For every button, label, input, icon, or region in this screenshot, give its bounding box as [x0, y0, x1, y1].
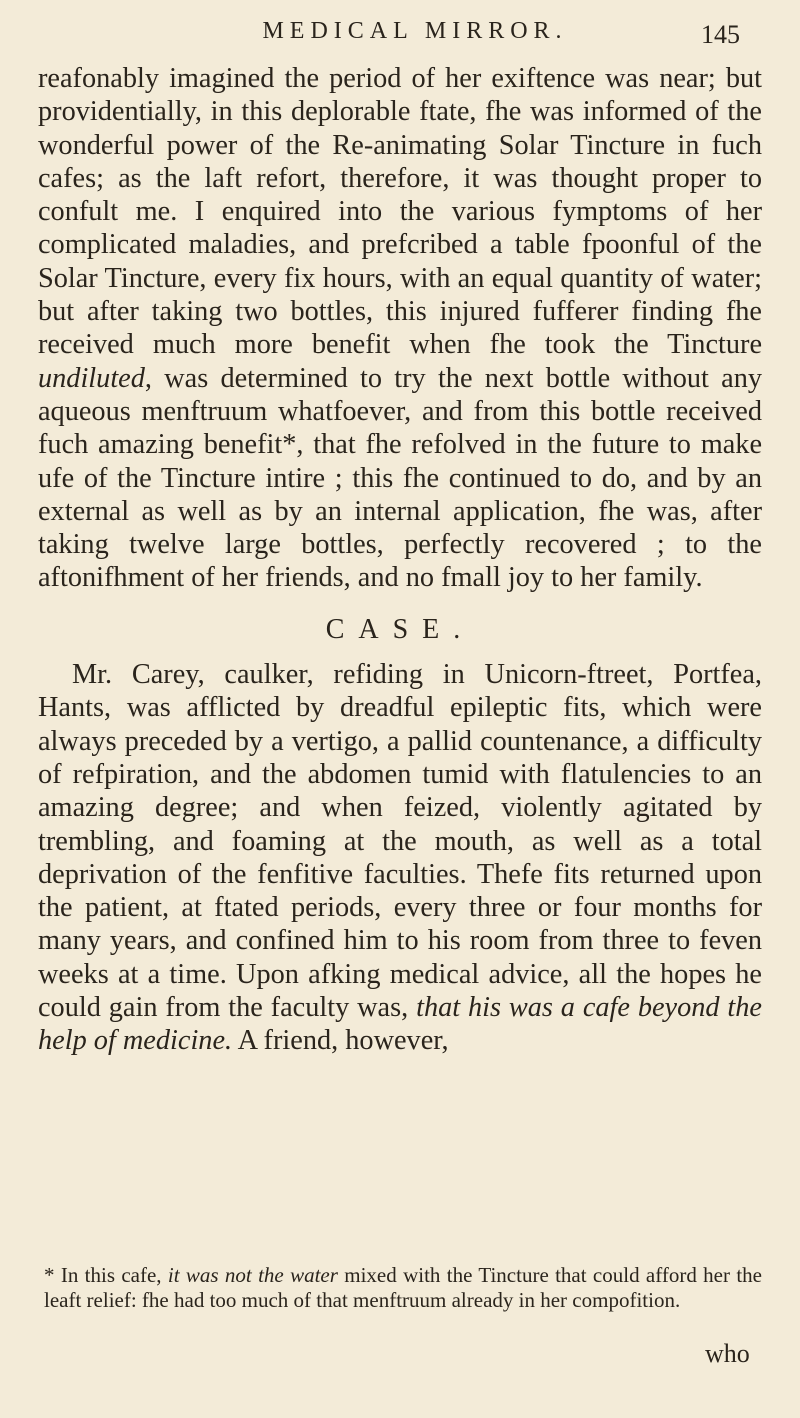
page-number: 145	[701, 20, 740, 49]
page-header	[90, 18, 740, 58]
footnote-text: * In this cafe,	[44, 1263, 168, 1287]
footnote	[44, 1263, 762, 1313]
body-text	[38, 62, 762, 1058]
paragraph-text: reafonably imagined the period of her exiftence was near; but providentially, in this deplorable ftate, fhe was informed of the wonderful power of the Re-animating Solar Tincture in fuch cafes; as the laft refort, therefore, it was thought proper to confult me. I enquired into the various fymptoms of her complicated maladies, and prefcribed a table fpoonful of the Solar Tincture, every fix hours, with an equal quantity of water; but after taking two bottles, this injured fufferer finding fhe received much more benefit when fhe took the Tincture	[38, 63, 762, 361]
paragraph-text: , was determined to try the next bottle without any aqueous menftruum whatfoever, and from this bottle received fuch amazing benefit*, that fhe refolved in the future to make ufe of the Tincture intire ; this fhe continued to do, and by an external as well as by an internal application, fhe was, after taking twelve large bottles, perfectly recovered ; to the aftonifhment of her friends, and no fmall joy to her family.	[38, 362, 762, 594]
paragraph-case	[38, 658, 762, 1058]
paragraph-continued	[38, 62, 762, 595]
catchword: who	[705, 1339, 750, 1368]
italic-text: that his was a cafe beyond the help of medicine.	[38, 992, 762, 1057]
italic-text: undiluted	[38, 362, 145, 394]
footnote-text: mixed with the Tincture that could afford her the leaft relief: fhe had too much of that menftruum already in her compofition.	[44, 1263, 762, 1312]
paragraph-text: A friend, however,	[232, 1025, 449, 1057]
case-heading: CASE.	[325, 613, 475, 645]
running-head: MEDICAL MIRROR.	[262, 18, 568, 44]
paragraph-text: Mr. Carey, caulker, refiding in Unicorn-ftreet, Portfea, Hants, was afflicted by dreadful epileptic fits, which were always preceded by a vertigo, a pallid countenance, a difficulty of refpiration, and the abdomen tumid with flatulencies to an amazing degree; and when feized, violently agitated by trembling, and foaming at the mouth, as well as a total deprivation of the fenfitive faculties. Thefe fits returned upon the patient, at ftated periods, every three or four months for many years, and confined him to his room from three to feven weeks at a time. Upon afking medical advice, all the hopes he could gain from the faculty was,	[38, 659, 762, 1024]
footnote-italic: it was not the water	[167, 1263, 338, 1287]
